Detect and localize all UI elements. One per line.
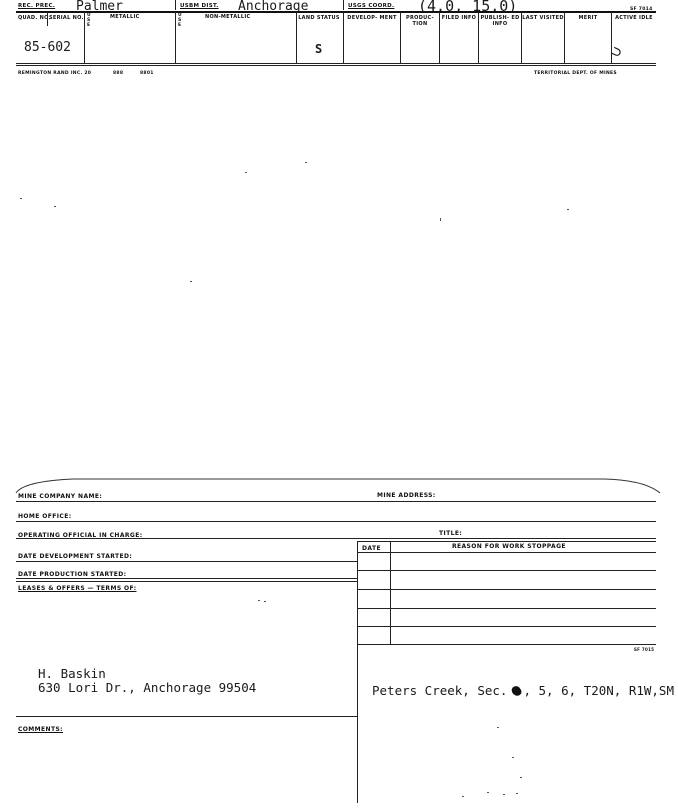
col-use: U S E (87, 13, 91, 28)
speck (497, 727, 499, 728)
usbm-dist-label: USBM DIST. (180, 3, 219, 9)
rule (357, 541, 656, 542)
land-status-value: S (315, 42, 323, 56)
header-rule (16, 11, 656, 13)
date-development-started-label: DATE DEVELOPMENT STARTED: (18, 553, 133, 560)
grid-line (47, 12, 48, 26)
rule (357, 552, 656, 553)
usbm-dist-value: Anchorage (238, 0, 309, 14)
speck (305, 162, 307, 163)
card-bottom-rule-2 (16, 65, 656, 66)
header-divider (343, 0, 344, 10)
form-number-front: SF 7014 (630, 7, 653, 12)
mine-address-label: MINE ADDRESS: (377, 492, 436, 499)
reason-column-header: REASON FOR WORK STOPPAGE (452, 543, 566, 550)
location-text (372, 683, 674, 698)
quad-serial-value: 85-602 (24, 40, 71, 55)
location-suffix: , 5, 6, T20N, R1W,SM (523, 683, 674, 698)
usgs-coord-value: (4.0, 15.0) (418, 0, 518, 15)
rule (16, 521, 656, 522)
grid-line (296, 12, 297, 63)
speck (264, 601, 266, 602)
code-label-2: 8801 (140, 71, 154, 76)
col-production: PRODUC- TION (406, 15, 434, 27)
active-mark: ⊃ (608, 40, 626, 63)
comments-label: COMMENTS: (18, 726, 63, 733)
grid-line (439, 12, 440, 63)
date-production-started-label: DATE PRODUCTION STARTED: (18, 571, 127, 578)
rule (357, 608, 656, 609)
card-edge-curve (14, 475, 662, 497)
rule (16, 561, 357, 562)
vertical-divider (357, 541, 358, 803)
speck (567, 209, 569, 210)
col-land-status: LAND STATUS (298, 15, 340, 21)
printer-label: REMINGTON RAND INC. 20 (18, 71, 92, 76)
col-quad-no: QUAD. NO. (18, 15, 51, 21)
speck (440, 218, 441, 221)
rec-prec-value: Palmer (76, 0, 123, 14)
col-use-2: U S E (178, 13, 182, 28)
grid-line (478, 12, 479, 63)
speck (487, 792, 489, 793)
col-non-metallic: NON-METALLIC (205, 14, 251, 20)
col-last-visited: LAST VISITED (522, 15, 564, 21)
grid-line (175, 12, 176, 63)
grid-line (564, 12, 565, 63)
speck (520, 777, 522, 778)
grid-line (343, 12, 344, 63)
rule (357, 626, 656, 627)
code-label-1: 888 (113, 71, 124, 76)
col-published-info: PUBLISH- ED INFO (480, 15, 520, 27)
speck (258, 600, 260, 601)
col-active-idle: ACTIVE IDLE (615, 15, 653, 21)
col-filed-info: FILED INFO (441, 15, 477, 21)
speck (190, 281, 192, 282)
col-merit: MERIT (578, 15, 598, 21)
rule (16, 538, 656, 539)
mine-company-name-label: MINE COMPANY NAME: (18, 493, 103, 500)
date-column-divider (390, 541, 391, 644)
rule (16, 501, 656, 502)
rule (16, 716, 357, 717)
rule (357, 589, 656, 590)
location-blot (511, 685, 523, 698)
rule (16, 578, 357, 579)
rule (357, 644, 656, 645)
rec-prec-label: REC. PREC. (18, 3, 56, 9)
grid-line (521, 12, 522, 63)
operating-official-label: OPERATING OFFICIAL IN CHARGE: (18, 532, 143, 539)
grid-line (84, 12, 85, 63)
speck (462, 796, 464, 797)
owner-address: 630 Lori Dr., Anchorage 99504 (38, 680, 257, 695)
speck (503, 794, 505, 795)
grid-line (400, 12, 401, 63)
speck (20, 198, 22, 199)
col-development: DEVELOP- MENT (347, 15, 397, 21)
col-metallic: METALLIC (110, 14, 140, 20)
owner-name: H. Baskin (38, 666, 106, 681)
col-serial-no: SERIAL NO. (49, 15, 84, 21)
location-prefix: Peters Creek, Sec. (372, 683, 508, 698)
title-label: TITLE: (439, 530, 463, 537)
speck (516, 793, 518, 794)
rule (357, 570, 656, 571)
form-number-back: SF 7015 (634, 647, 655, 652)
speck (245, 172, 247, 173)
leases-offers-label: LEASES & OFFERS — TERMS OF: (18, 585, 137, 592)
card-bottom-rule (16, 63, 656, 64)
usgs-coord-label: USGS COORD. (348, 3, 395, 9)
department-label: TERRITORIAL DEPT. OF MINES (534, 71, 617, 76)
header-divider (175, 0, 176, 10)
rule (16, 581, 357, 582)
home-office-label: HOME OFFICE: (18, 513, 72, 520)
speck (512, 757, 514, 758)
date-column-header: DATE (362, 545, 381, 552)
speck (54, 206, 56, 207)
